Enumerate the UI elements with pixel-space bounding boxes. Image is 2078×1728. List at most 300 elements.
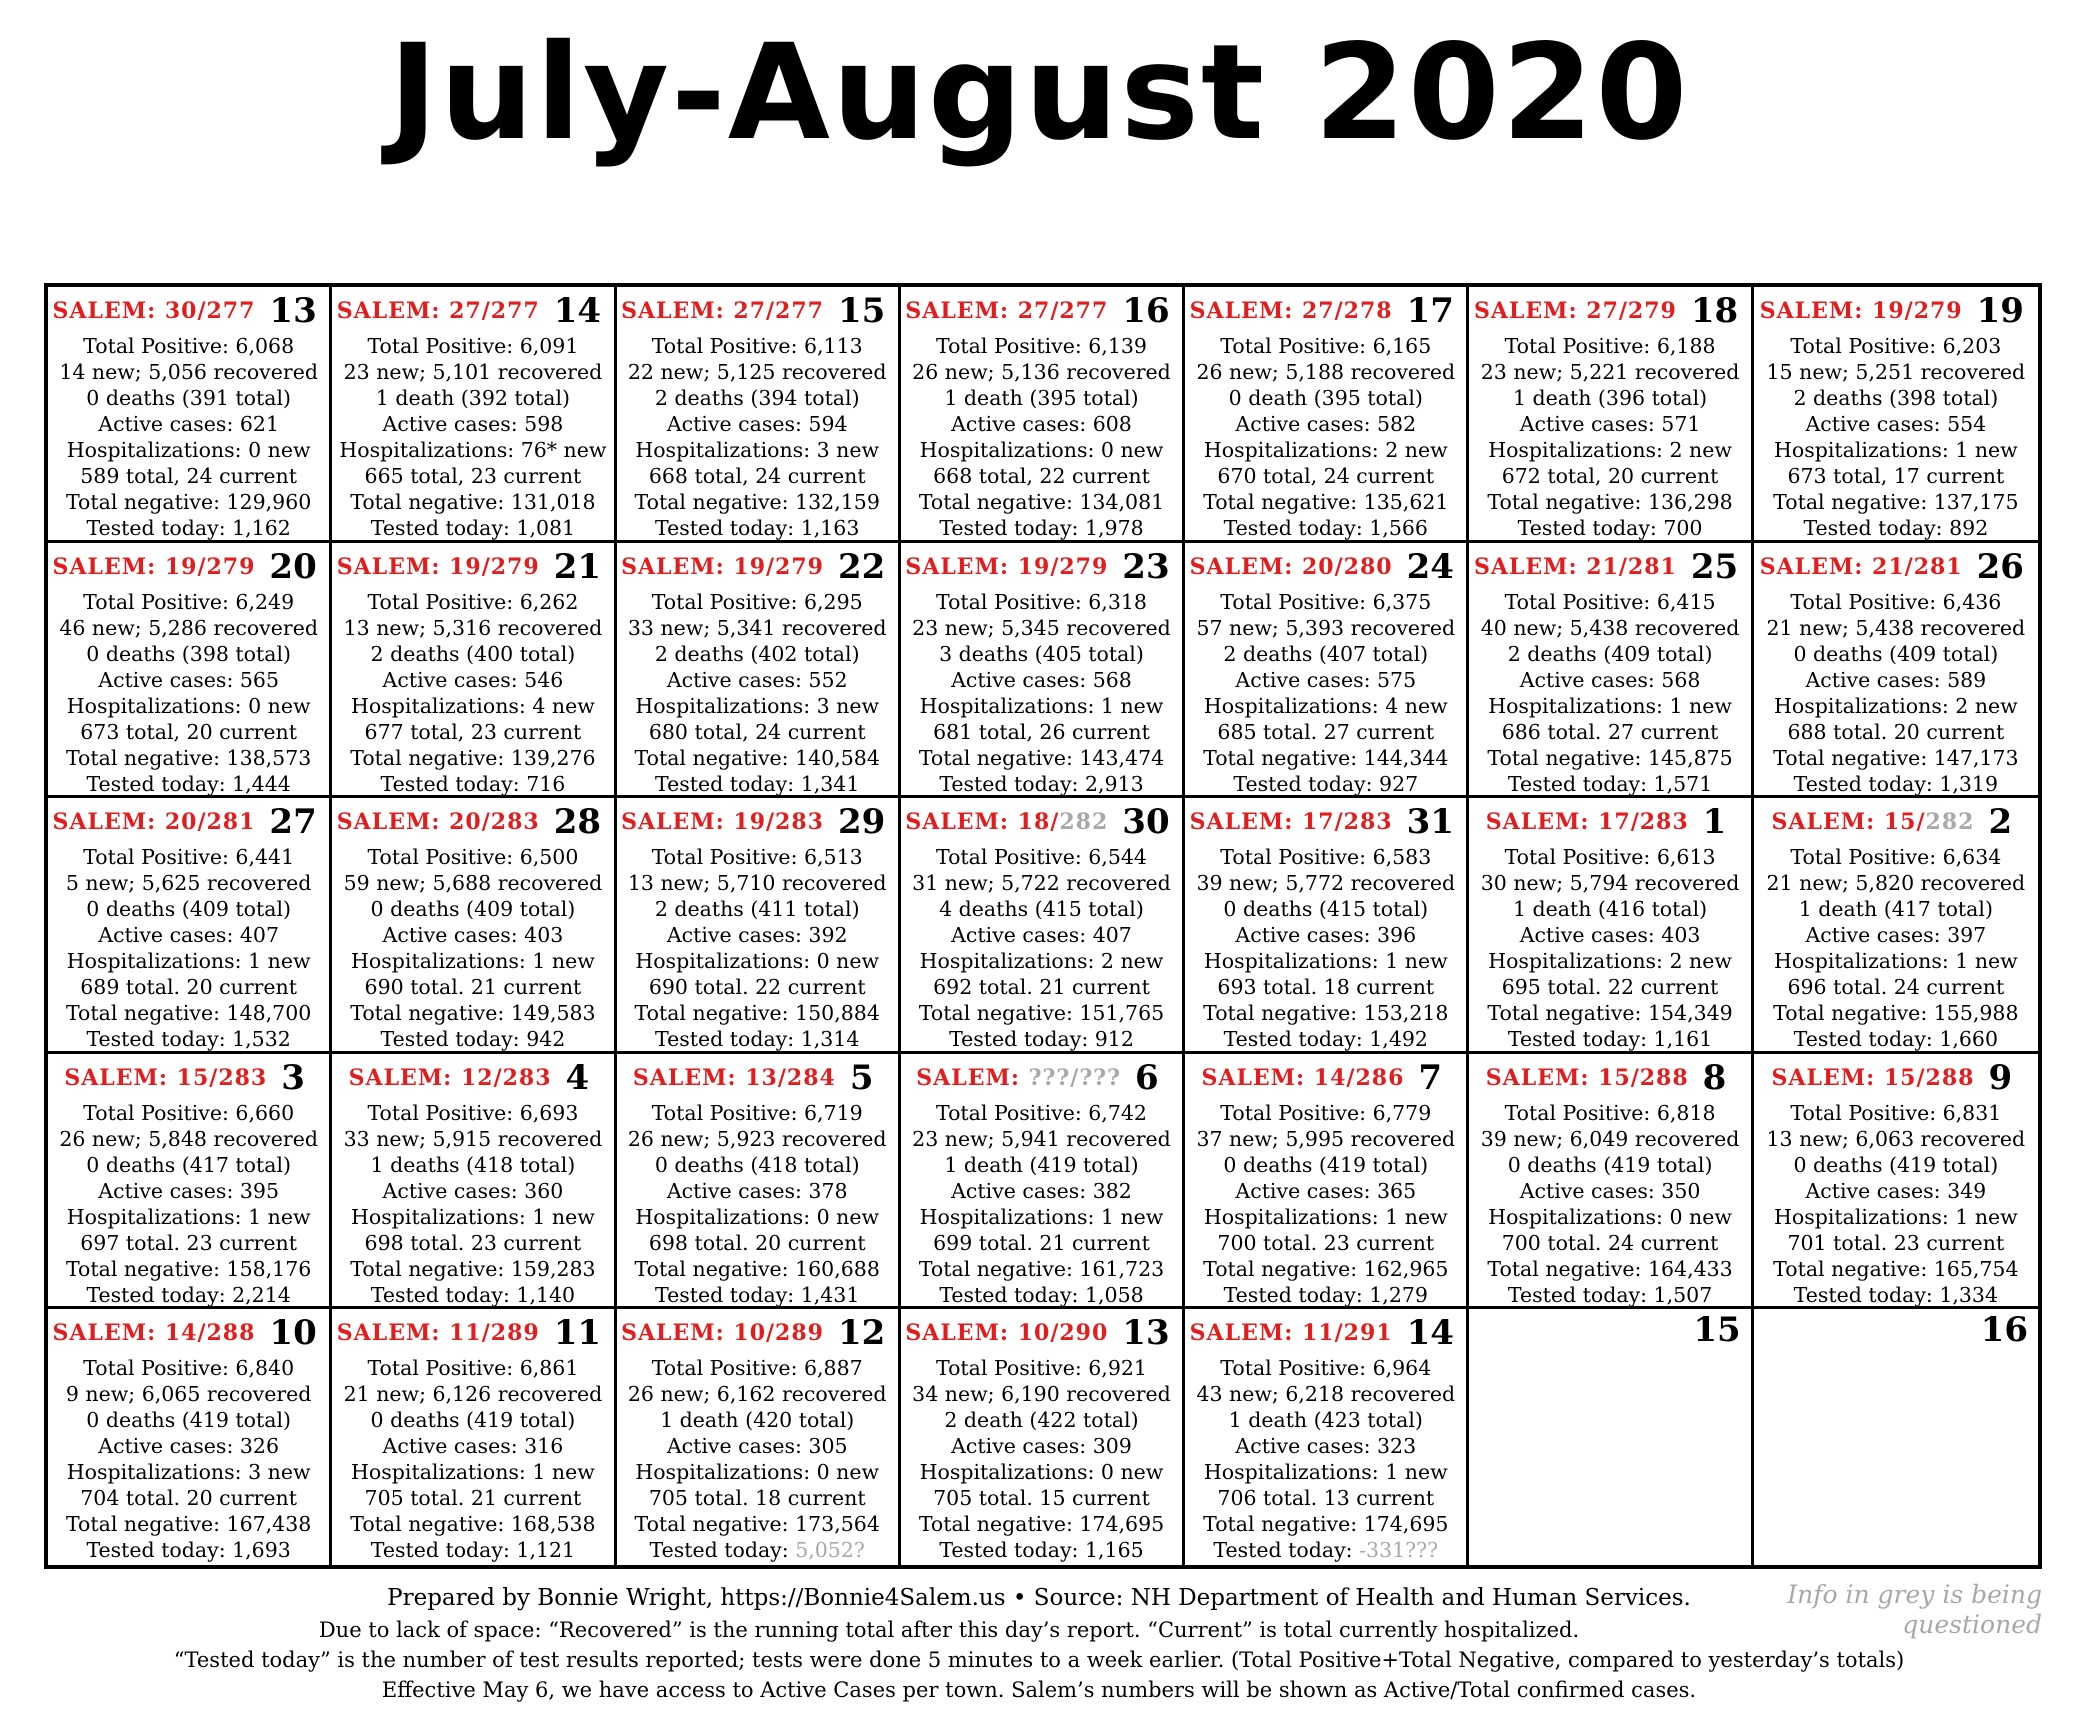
salem-cases-label <box>1486 1065 1689 1091</box>
stat-line: Total Positive: 6,840 <box>83 1356 295 1381</box>
stat-line: 21 new; 6,126 recovered <box>343 1382 603 1407</box>
stat-line: 21 new; 5,438 recovered <box>1766 615 2026 640</box>
stat-line: 3 deaths (405 total) <box>939 641 1144 666</box>
day-number: 18 <box>1690 291 1739 331</box>
salem-cases-text: SALEM: 19/279 <box>1759 298 1963 324</box>
calendar-day-cell <box>1185 1309 1469 1565</box>
stat-line: Tested today: 1,081 <box>370 516 576 540</box>
stat-line: Total Positive: 6,634 <box>1790 845 2002 870</box>
stat-line: 0 deaths (391 total) <box>86 386 292 410</box>
salem-cases-label <box>633 1065 836 1091</box>
stat-line: Total Positive: 6,921 <box>936 1356 1147 1381</box>
stat-line: 13 new; 5,710 recovered <box>627 871 887 896</box>
stat-line: 1 death (417 total) <box>1798 897 1993 922</box>
day-number: 23 <box>1122 546 1170 587</box>
stat-line: Total negative: 139,276 <box>350 745 596 770</box>
stat-line: 1 death (416 total) <box>1512 897 1708 922</box>
stat-line: 1 death (419 total) <box>944 1152 1139 1177</box>
stat-line: 681 total, 26 current <box>933 719 1150 744</box>
salem-cases-text: SALEM: 11/289 <box>336 1320 540 1347</box>
salem-cases-text: SALEM: 19/279 <box>52 553 256 580</box>
stat-line: 40 new; 5,438 recovered <box>1480 615 1740 640</box>
cell-header <box>1185 1313 1458 1353</box>
salem-cases-label <box>905 809 1108 835</box>
day-stats <box>1185 844 1466 1052</box>
stat-line: 700 total. 24 current <box>1501 1230 1719 1255</box>
stat-line: 13 new; 5,316 recovered <box>343 615 603 640</box>
stat-line: Total Positive: 6,818 <box>1504 1100 1716 1125</box>
stat-line: 672 total, 20 current <box>1501 464 1719 488</box>
stat-line: Hospitalizations: 2 new <box>1488 438 1732 462</box>
stat-line: Active cases: 582 <box>1235 412 1417 436</box>
stat-line: Tested today: 2,913 <box>939 771 1144 796</box>
stat-line: 680 total, 24 current <box>648 719 866 744</box>
stat-line: Active cases: 378 <box>666 1178 848 1203</box>
stat-line: 37 new; 5,995 recovered <box>1196 1126 1456 1151</box>
stat-line: 0 deaths (419 total) <box>1223 1152 1429 1177</box>
stat-line: Total negative: 143,474 <box>918 745 1165 770</box>
cell-header <box>48 547 321 587</box>
day-number: 15 <box>1693 1310 1741 1351</box>
calendar-day-cell <box>1185 1054 1469 1310</box>
stat-line: Active cases: 407 <box>98 923 280 948</box>
day-stats <box>332 333 613 541</box>
day-stats <box>48 333 329 541</box>
salem-cases-label <box>53 554 256 580</box>
salem-cases-label <box>337 809 540 835</box>
stat-line: Tested today: 1,319 <box>1793 771 1999 796</box>
stat-line: 26 new; 5,848 recovered <box>59 1126 318 1151</box>
stat-line: Total negative: 168,538 <box>350 1512 596 1537</box>
stat-line: Hospitalizations: 4 new <box>351 693 595 718</box>
stat-line: Total negative: 147,173 <box>1773 745 2019 770</box>
stat-line: 668 total, 24 current <box>648 464 866 488</box>
salem-cases-label <box>1474 298 1677 324</box>
salem-cases-text: SALEM: 30/277 <box>52 298 256 324</box>
stat-line: 706 total. 13 current <box>1217 1486 1435 1511</box>
salem-cases-text: SALEM: 15/ <box>1771 809 1926 836</box>
cell-header <box>48 1058 321 1098</box>
day-number: 27 <box>269 802 317 843</box>
salem-cases-text: SALEM: 27/277 <box>905 298 1109 324</box>
day-stats <box>1185 333 1466 541</box>
cell-header <box>901 291 1174 331</box>
stat-line: Hospitalizations: 1 new <box>919 1204 1164 1229</box>
stat-line: 673 total, 17 current <box>1787 464 2005 488</box>
day-number: 19 <box>1976 291 2024 331</box>
day-stats <box>332 1100 613 1308</box>
stat-line: Hospitalizations: 2 new <box>1488 949 1732 974</box>
salem-cases-text: SALEM: 14/288 <box>52 1320 256 1347</box>
day-stats <box>1754 589 2038 797</box>
stat-line: Total negative: 153,218 <box>1203 1001 1449 1026</box>
calendar-day-cell <box>1469 798 1753 1054</box>
stat-line: Hospitalizations: 0 new <box>1488 1204 1732 1229</box>
stat-line: Active cases: 403 <box>382 923 564 948</box>
stat-line: Hospitalizations: 2 new <box>919 949 1164 974</box>
stat-line: Hospitalizations: 0 new <box>919 438 1164 462</box>
day-number: 17 <box>1406 291 1454 331</box>
stat-line: 695 total. 22 current <box>1501 975 1719 1000</box>
day-number: 29 <box>837 802 886 843</box>
stat-line: Total Positive: 6,415 <box>1504 589 1716 614</box>
day-number: 14 <box>553 291 602 331</box>
stat-line: 673 total, 20 current <box>80 719 297 744</box>
stat-line: Active cases: 568 <box>1519 667 1701 692</box>
grey-info-note: Info in grey is being questioned <box>1787 1580 2042 1639</box>
stat-line: Active cases: 395 <box>98 1178 280 1203</box>
stat-line: Active cases: 323 <box>1235 1434 1417 1459</box>
cell-header <box>1185 547 1458 587</box>
stat-line: Total Positive: 6,441 <box>83 845 295 870</box>
salem-cases-text: SALEM: 20/281 <box>52 809 256 836</box>
stat-line: Hospitalizations: 0 new <box>635 1204 880 1229</box>
stat-line: Total Positive: 6,613 <box>1504 845 1716 870</box>
stat-line: Total negative: 132,159 <box>634 490 880 514</box>
stat-line: Hospitalizations: 1 new <box>1203 1460 1448 1485</box>
stat-line: Hospitalizations: 0 new <box>635 1460 880 1485</box>
stat-line: Active cases: 598 <box>382 412 564 436</box>
stat-line <box>1185 1537 1466 1563</box>
stat-line: Tested today: 1,507 <box>1507 1282 1713 1307</box>
stat-line: 1 death (423 total) <box>1228 1408 1423 1433</box>
cell-header <box>1185 1058 1458 1098</box>
cell-header <box>1469 802 1742 842</box>
stat-line: Hospitalizations: 1 new <box>919 693 1164 718</box>
day-stats <box>1185 1100 1466 1308</box>
stat-line: 0 deaths (409 total) <box>86 897 292 922</box>
calendar-day-cell <box>617 1054 901 1310</box>
calendar-day-cell <box>1185 543 1469 799</box>
stat-line: 59 new; 5,688 recovered <box>343 871 603 896</box>
cell-header <box>1469 1058 1742 1098</box>
day-number: 31 <box>1406 802 1454 843</box>
calendar-grid <box>44 283 2042 1569</box>
stat-line: Total Positive: 6,500 <box>367 845 579 870</box>
salem-cases-text: SALEM: 27/278 <box>1189 298 1393 324</box>
stat-line: 705 total. 21 current <box>364 1486 582 1511</box>
stat-line: Total negative: 129,960 <box>65 490 312 514</box>
stat-line: 26 new; 6,162 recovered <box>627 1382 887 1407</box>
cell-header <box>1754 291 2030 331</box>
cell-header <box>48 1313 321 1353</box>
stat-line: Total Positive: 6,742 <box>936 1100 1147 1125</box>
stat-line: Tested today: 1,314 <box>655 1027 860 1052</box>
stat-line: Total Positive: 6,513 <box>651 845 863 870</box>
salem-cases-text: SALEM: 19/279 <box>621 553 824 580</box>
day-stats <box>901 1100 1182 1308</box>
stat-line: 677 total, 23 current <box>364 719 582 744</box>
stat-line: 589 total, 24 current <box>80 464 297 488</box>
stat-line: Tested today: 1,161 <box>1507 1027 1713 1052</box>
stat-line: Total negative: 158,176 <box>65 1256 312 1281</box>
stat-line: Tested today: 2,214 <box>86 1282 291 1307</box>
calendar-day-cell <box>901 1309 1185 1565</box>
salem-cases-label <box>905 554 1108 580</box>
stat-line: Tested today: 700 <box>1517 516 1703 540</box>
stat-line: 689 total. 20 current <box>80 975 297 1000</box>
footer-note-tested: “Tested today” is the number of test results reported; tests were done 5 minutes to a week earlier. (Total Positive+Total Negative, compared to yesterday’s totals) <box>173 1648 1905 1672</box>
stat-line: Active cases: 554 <box>1805 412 1987 436</box>
stat-line: Hospitalizations: 1 new <box>351 949 595 974</box>
stat-line: Total Positive: 6,436 <box>1790 589 2002 614</box>
stat-line: Active cases: 396 <box>1235 923 1417 948</box>
day-number: 22 <box>837 546 886 587</box>
day-number: 11 <box>553 1313 602 1354</box>
cell-header <box>617 802 890 842</box>
cell-header <box>1185 291 1458 331</box>
salem-cases-text: SALEM: 21/281 <box>1759 553 1963 580</box>
salem-cases-label <box>53 298 256 324</box>
stat-line: Total negative: 167,438 <box>65 1512 312 1537</box>
cell-header <box>1754 547 2030 587</box>
calendar-day-cell <box>1754 1054 2038 1310</box>
stat-line: Tested today: 1,334 <box>1793 1282 1999 1307</box>
day-stats <box>1754 844 2038 1052</box>
day-stats <box>901 333 1182 541</box>
stat-line: Hospitalizations: 0 new <box>919 1460 1164 1485</box>
stat-line: Hospitalizations: 4 new <box>1203 693 1448 718</box>
stat-line: 22 new; 5,125 recovered <box>627 360 887 384</box>
day-number: 6 <box>1135 1057 1159 1098</box>
calendar-day-cell <box>332 287 616 543</box>
day-stats <box>1469 333 1750 541</box>
salem-cases-text: SALEM: <box>916 1064 1029 1091</box>
salem-cases-text: SALEM: 27/277 <box>621 298 824 324</box>
day-number: 16 <box>1980 1310 2028 1351</box>
stat-line: Total negative: 159,283 <box>350 1256 596 1281</box>
day-number: 3 <box>281 1057 305 1098</box>
calendar-day-cell <box>1185 287 1469 543</box>
stat-line: Total Positive: 6,165 <box>1220 334 1432 358</box>
day-number: 4 <box>565 1057 590 1098</box>
salem-cases-label <box>64 1065 267 1091</box>
day-number: 5 <box>849 1057 874 1098</box>
stat-line: Tested today: 1,341 <box>655 771 860 796</box>
stat-line: 46 new; 5,286 recovered <box>59 615 318 640</box>
salem-cases-text: SALEM: 10/289 <box>621 1320 824 1347</box>
stat-line: 698 total. 20 current <box>648 1230 866 1255</box>
day-stats <box>617 589 898 797</box>
salem-cases-text: SALEM: 15/283 <box>64 1064 268 1091</box>
stat-line: Total negative: 136,298 <box>1487 490 1733 514</box>
salem-cases-text: SALEM: 20/283 <box>336 809 540 836</box>
stat-line: Active cases: 365 <box>1235 1178 1417 1203</box>
stat-line: Hospitalizations: 1 new <box>1773 438 2018 462</box>
stat-line: Total negative: 173,564 <box>634 1512 880 1537</box>
stat-line: Hospitalizations: 3 new <box>635 438 880 462</box>
stat-line: Total negative: 160,688 <box>634 1256 880 1281</box>
stat-line: 696 total. 24 current <box>1787 975 2005 1000</box>
questioned-value: ???/??? <box>1028 1064 1122 1091</box>
calendar-day-cell <box>1754 1309 2038 1565</box>
stat-line: Active cases: 392 <box>666 923 848 948</box>
cell-header <box>901 1058 1174 1098</box>
stat-line: 2 deaths (411 total) <box>654 897 860 922</box>
salem-cases-label <box>53 809 256 835</box>
stat-line: 2 deaths (402 total) <box>654 641 860 666</box>
day-number: 30 <box>1122 802 1170 843</box>
stat-line: 23 new; 5,101 recovered <box>343 360 603 384</box>
day-stats <box>1185 1355 1466 1563</box>
salem-cases-text: SALEM: 19/279 <box>905 553 1109 580</box>
salem-cases-text: SALEM: 15/288 <box>1485 1064 1689 1091</box>
salem-cases-text: SALEM: 19/283 <box>621 809 824 836</box>
stat-line: 692 total. 21 current <box>933 975 1150 1000</box>
cell-header <box>617 291 890 331</box>
stat-line: Tested today: 912 <box>949 1027 1134 1052</box>
salem-cases-text: SALEM: 17/283 <box>1189 809 1393 836</box>
day-stats <box>332 1355 613 1563</box>
stat-line: Tested today: 1,140 <box>370 1282 576 1307</box>
stat-line: Total negative: 155,988 <box>1773 1001 2019 1026</box>
stat-line: Total negative: 135,621 <box>1203 490 1449 514</box>
stat-line: Hospitalizations: 1 new <box>1773 1204 2018 1229</box>
salem-cases-label <box>1474 554 1677 580</box>
day-number: 7 <box>1418 1057 1443 1098</box>
day-number: 2 <box>1988 802 2013 843</box>
salem-cases-label <box>1760 298 1963 324</box>
stat-line: Total Positive: 6,249 <box>83 589 295 614</box>
cell-header <box>901 1313 1174 1353</box>
calendar-day-cell <box>1754 287 2038 543</box>
salem-cases-label <box>1201 1065 1404 1091</box>
stat-line: Tested today: 1,058 <box>939 1282 1144 1307</box>
stat-line: 23 new; 5,941 recovered <box>912 1126 1171 1151</box>
stat-line: 0 deaths (409 total) <box>1793 641 1999 666</box>
day-number: 13 <box>1122 1313 1170 1354</box>
salem-cases-label <box>621 1320 824 1346</box>
calendar-day-cell <box>617 287 901 543</box>
stat-line: 690 total. 21 current <box>364 975 582 1000</box>
stat-line: Active cases: 575 <box>1235 667 1417 692</box>
day-number: 10 <box>269 1313 317 1354</box>
stat-line: Total Positive: 6,887 <box>651 1356 863 1381</box>
salem-cases-label <box>1190 1320 1393 1346</box>
calendar-day-cell <box>48 543 332 799</box>
stat-line: Total negative: 137,175 <box>1773 490 2019 514</box>
stat-line: Active cases: 594 <box>666 412 848 436</box>
salem-cases-label <box>621 554 824 580</box>
stat-line: Hospitalizations: 1 new <box>351 1204 595 1229</box>
stat-line: Total Positive: 6,113 <box>651 334 863 358</box>
salem-cases-text: SALEM: 10/290 <box>905 1320 1109 1347</box>
stat-line: Total Positive: 6,262 <box>367 589 579 614</box>
questioned-value: 282 <box>1925 809 1975 836</box>
cell-header <box>617 1058 890 1098</box>
stat-line: Active cases: 305 <box>666 1434 848 1459</box>
stat-line: Active cases: 349 <box>1805 1178 1987 1203</box>
stat-line: Hospitalizations: 2 new <box>1773 693 2018 718</box>
salem-cases-label <box>621 809 824 835</box>
questioned-value: 5,052? <box>795 1538 865 1563</box>
day-number: 24 <box>1406 546 1454 587</box>
stat-line: 2 deaths (407 total) <box>1223 641 1429 666</box>
salem-cases-text: SALEM: 20/280 <box>1189 553 1393 580</box>
stat-line: 665 total, 23 current <box>364 464 582 488</box>
stat-line: 1 death (396 total) <box>1512 386 1708 410</box>
day-stats <box>901 844 1182 1052</box>
cell-header <box>617 1313 890 1353</box>
day-number: 25 <box>1690 546 1739 587</box>
stat-line: 1 death (395 total) <box>944 386 1139 410</box>
stat-line: Total negative: 138,573 <box>65 745 312 770</box>
cell-header <box>48 802 321 842</box>
stat-line: Hospitalizations: 1 new <box>351 1460 595 1485</box>
day-number: 26 <box>1976 546 2024 587</box>
stat-line: Total negative: 150,884 <box>634 1001 880 1026</box>
stat-line: Total Positive: 6,318 <box>936 589 1147 614</box>
cell-header <box>1754 1058 2030 1098</box>
day-stats <box>332 844 613 1052</box>
cell-header <box>332 1313 605 1353</box>
stat-line: 705 total. 15 current <box>933 1486 1150 1511</box>
stat-line: Hospitalizations: 2 new <box>1203 438 1448 462</box>
stat-line: Total Positive: 6,091 <box>367 334 579 358</box>
calendar-day-cell <box>332 1309 616 1565</box>
salem-cases-text: SALEM: 14/286 <box>1201 1064 1405 1091</box>
stat-line: 9 new; 6,065 recovered <box>65 1382 312 1407</box>
day-stats <box>617 333 898 541</box>
day-stats <box>901 1355 1182 1563</box>
stat-line: Active cases: 589 <box>1805 667 1987 692</box>
stat-line: Total Positive: 6,188 <box>1504 334 1716 358</box>
stat-line: Total Positive: 6,719 <box>651 1100 863 1125</box>
stat-line: 704 total. 20 current <box>80 1486 297 1511</box>
stat-line: Tested today: 1,660 <box>1793 1027 1999 1052</box>
stat-line <box>617 1537 898 1563</box>
stat-line: 26 new; 5,923 recovered <box>627 1126 887 1151</box>
day-stats <box>48 1355 329 1563</box>
stat-line: 686 total. 27 current <box>1501 719 1719 744</box>
stat-line: Total negative: 144,344 <box>1203 745 1449 770</box>
stat-line: Tested today: 1,431 <box>655 1282 860 1307</box>
day-stats <box>1754 1100 2038 1308</box>
stat-line: Active cases: 309 <box>951 1434 1132 1459</box>
calendar-day-cell <box>48 287 332 543</box>
stat-line: 26 new; 5,136 recovered <box>912 360 1171 384</box>
stat-line: Active cases: 546 <box>382 667 564 692</box>
stat-line: Active cases: 382 <box>951 1178 1132 1203</box>
calendar-day-cell <box>1469 543 1753 799</box>
stat-line: Total Positive: 6,295 <box>651 589 863 614</box>
cell-header <box>1469 547 1742 587</box>
calendar-day-cell <box>617 1309 901 1565</box>
day-number: 12 <box>837 1313 886 1354</box>
stat-line: Active cases: 571 <box>1519 412 1701 436</box>
cell-header <box>332 547 605 587</box>
calendar-day-cell <box>901 798 1185 1054</box>
salem-cases-label <box>337 1320 540 1346</box>
day-stats <box>617 1100 898 1308</box>
stat-line: Total negative: 174,695 <box>918 1512 1165 1537</box>
stat-line: 2 deaths (398 total) <box>1793 386 1999 410</box>
cell-header <box>901 547 1174 587</box>
stat-line: 1 death (392 total) <box>375 386 571 410</box>
calendar-day-cell <box>901 543 1185 799</box>
day-number: 9 <box>1988 1057 2013 1098</box>
questioned-value: -331??? <box>1359 1538 1439 1563</box>
day-stats <box>617 844 898 1052</box>
cell-header <box>1185 802 1458 842</box>
day-stats <box>1469 1100 1750 1308</box>
stat-line: 31 new; 5,722 recovered <box>912 871 1171 896</box>
stat-line: 33 new; 5,915 recovered <box>343 1126 603 1151</box>
day-stats <box>48 844 329 1052</box>
stat-line: Active cases: 360 <box>382 1178 564 1203</box>
salem-cases-label <box>621 298 824 324</box>
stat-line: Tested today: 1,279 <box>1223 1282 1428 1307</box>
